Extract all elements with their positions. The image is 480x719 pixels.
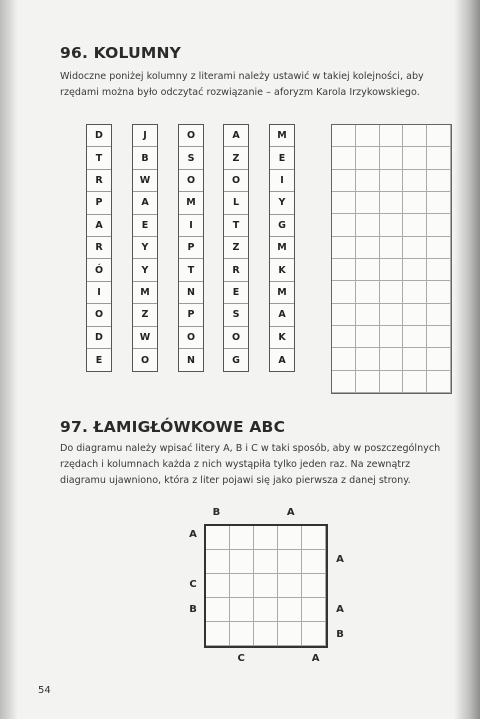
letter-cell: D	[87, 327, 111, 349]
answer-cell[interactable]	[356, 170, 380, 192]
puzzle-96-title: 96. KOLUMNY	[60, 44, 182, 62]
letter-cell: K	[270, 327, 294, 349]
abc-cell[interactable]	[206, 574, 230, 598]
puzzle-96-desc-line2: rzędami można było odczytać rozwiązanie – aforyzm Karola Irzykowskiego.	[60, 87, 420, 98]
answer-cell[interactable]	[356, 326, 380, 348]
letter-cell: O	[179, 170, 203, 192]
letter-cell: Z	[224, 147, 248, 169]
letter-cell: E	[95, 354, 103, 366]
answer-cell[interactable]	[380, 170, 404, 192]
letter-cell: S	[179, 147, 203, 169]
letter-cell: N	[179, 282, 203, 304]
abc-cell[interactable]	[230, 550, 254, 574]
abc-cell[interactable]	[230, 622, 254, 646]
abc-cell[interactable]	[254, 574, 278, 598]
letter-cell: Y	[133, 259, 157, 281]
abc-cell[interactable]	[278, 598, 302, 622]
answer-cell[interactable]	[356, 348, 380, 370]
letter-cell: O	[179, 125, 203, 147]
answer-cell[interactable]	[332, 281, 356, 303]
answer-cell[interactable]	[332, 259, 356, 281]
clue-right: A	[336, 554, 344, 566]
answer-cell[interactable]	[332, 170, 356, 192]
answer-cell[interactable]	[427, 214, 451, 236]
letter-cell: A	[224, 125, 248, 147]
letter-column-1[interactable]	[86, 124, 112, 372]
abc-cell[interactable]	[302, 622, 326, 646]
letter-cell: W	[133, 170, 157, 192]
clue-left: A	[189, 529, 197, 541]
answer-cell[interactable]	[332, 304, 356, 326]
letter-cell: O	[224, 327, 248, 349]
letter-column-4[interactable]	[223, 124, 249, 372]
answer-cell[interactable]	[332, 125, 356, 147]
letter-cell: O	[224, 170, 248, 192]
letter-cell: R	[87, 170, 111, 192]
page-number: 54	[38, 685, 51, 696]
abc-cell[interactable]	[206, 598, 230, 622]
letter-cell: R	[87, 237, 111, 259]
answer-cell[interactable]	[380, 326, 404, 348]
letter-cell: K	[270, 259, 294, 281]
answer-cell[interactable]	[427, 192, 451, 214]
letter-cell: W	[133, 327, 157, 349]
abc-cell[interactable]	[254, 622, 278, 646]
puzzle-96-desc-line1: Widoczne poniżej kolumny z literami należy ustawić w takiej kolejności, aby	[60, 71, 424, 82]
letter-cell: E	[224, 282, 248, 304]
puzzle-97-title: 97. ŁAMIGŁÓWKOWE ABC	[60, 418, 286, 436]
clue-right: B	[336, 628, 344, 640]
letter-cell: P	[179, 304, 203, 326]
letter-cell: G	[270, 215, 294, 237]
abc-cell[interactable]	[230, 598, 254, 622]
letter-cell: R	[224, 259, 248, 281]
answer-cell[interactable]	[356, 304, 380, 326]
answer-cell[interactable]	[356, 237, 380, 259]
letter-cell: A	[87, 215, 111, 237]
answer-cell[interactable]	[427, 170, 451, 192]
letter-cell: Z	[224, 237, 248, 259]
answer-cell[interactable]	[403, 147, 427, 169]
clue-left: B	[189, 603, 197, 615]
letter-cell: T	[224, 215, 248, 237]
clue-bottom: C	[237, 653, 245, 664]
letter-cell: N	[187, 354, 195, 366]
letter-cell: Y	[270, 192, 294, 214]
letter-cell: Z	[133, 304, 157, 326]
answer-cell[interactable]	[403, 304, 427, 326]
abc-cell[interactable]	[206, 550, 230, 574]
answer-cell[interactable]	[403, 125, 427, 147]
clue-right: A	[336, 603, 344, 615]
abc-cell[interactable]	[278, 622, 302, 646]
letter-cell: S	[224, 304, 248, 326]
answer-cell[interactable]	[356, 259, 380, 281]
letter-cell: P	[87, 192, 111, 214]
answer-cell[interactable]	[356, 125, 380, 147]
answer-cell[interactable]	[403, 237, 427, 259]
answer-cell[interactable]	[403, 170, 427, 192]
answer-cell[interactable]	[332, 214, 356, 236]
clue-bottom: A	[311, 653, 320, 664]
answer-cell[interactable]	[427, 348, 451, 370]
letter-cell: I	[270, 170, 294, 192]
answer-cell[interactable]	[380, 147, 404, 169]
answer-cell[interactable]	[427, 259, 451, 281]
abc-cell[interactable]	[278, 550, 302, 574]
abc-cell[interactable]	[254, 526, 278, 550]
answer-cell[interactable]	[332, 348, 356, 370]
letter-column-3[interactable]	[178, 124, 204, 372]
answer-cell[interactable]	[427, 281, 451, 303]
answer-cell[interactable]	[380, 348, 404, 370]
clue-top: A	[286, 507, 295, 518]
answer-cell[interactable]	[332, 326, 356, 348]
letter-cell: T	[87, 147, 111, 169]
answer-cell[interactable]	[332, 371, 356, 393]
answer-cell[interactable]	[380, 281, 404, 303]
puzzle-97-desc-line1: Do diagramu należy wpisać litery A, B i C w taki sposób, aby w poszczególnych	[60, 443, 441, 454]
abc-cell[interactable]	[230, 574, 254, 598]
letter-cell: A	[133, 192, 157, 214]
answer-cell[interactable]	[356, 214, 380, 236]
answer-cell[interactable]	[332, 147, 356, 169]
answer-cell[interactable]	[427, 304, 451, 326]
answer-cell[interactable]	[356, 192, 380, 214]
letter-cell: Y	[133, 237, 157, 259]
answer-cell[interactable]	[332, 237, 356, 259]
answer-cell[interactable]	[380, 259, 404, 281]
answer-cell[interactable]	[403, 371, 427, 393]
page-binding-shadow-right	[454, 0, 480, 719]
letter-cell: I	[87, 282, 111, 304]
answer-cell[interactable]	[356, 371, 380, 393]
answer-cell[interactable]	[380, 237, 404, 259]
abc-cell[interactable]	[206, 526, 230, 550]
abc-diagram[interactable]	[204, 524, 328, 648]
letter-cell: M	[270, 282, 294, 304]
letter-cell: D	[87, 125, 111, 147]
letter-cell: O	[87, 304, 111, 326]
answer-cell[interactable]	[403, 192, 427, 214]
clue-left: C	[189, 579, 197, 590]
abc-cell[interactable]	[302, 598, 326, 622]
puzzle-97-desc-line2: rzędach i kolumnach każda z nich wystąpiła tylko jeden raz. Na zewnątrz	[60, 459, 411, 470]
letter-column-5[interactable]	[269, 124, 295, 372]
letter-cell: P	[179, 237, 203, 259]
abc-cell[interactable]	[254, 550, 278, 574]
answer-cell[interactable]	[403, 348, 427, 370]
answer-cell[interactable]	[380, 371, 404, 393]
answer-cell[interactable]	[427, 326, 451, 348]
answer-grid[interactable]	[331, 124, 452, 394]
answer-cell[interactable]	[427, 147, 451, 169]
letter-cell: M	[270, 125, 294, 147]
letter-cell: M	[133, 282, 157, 304]
letter-cell: I	[179, 215, 203, 237]
answer-cell[interactable]	[427, 237, 451, 259]
answer-cell[interactable]	[427, 125, 451, 147]
letter-cell: M	[179, 192, 203, 214]
letter-cell: E	[270, 147, 294, 169]
abc-cell[interactable]	[302, 526, 326, 550]
abc-cell[interactable]	[206, 622, 230, 646]
abc-cell[interactable]	[230, 526, 254, 550]
letter-cell: M	[270, 237, 294, 259]
answer-cell[interactable]	[427, 371, 451, 393]
letter-cell: Ó	[87, 259, 111, 281]
letter-cell: O	[179, 327, 203, 349]
letter-cell: A	[278, 354, 286, 366]
answer-cell[interactable]	[332, 192, 356, 214]
answer-cell[interactable]	[403, 281, 427, 303]
abc-cell[interactable]	[302, 574, 326, 598]
letter-cell: T	[179, 259, 203, 281]
answer-cell[interactable]	[380, 214, 404, 236]
page-binding-shadow-left	[0, 0, 18, 719]
answer-cell[interactable]	[403, 214, 427, 236]
answer-cell[interactable]	[356, 281, 380, 303]
answer-cell[interactable]	[380, 304, 404, 326]
letter-cell: B	[133, 147, 157, 169]
letter-column-2[interactable]	[132, 124, 158, 372]
answer-cell[interactable]	[356, 147, 380, 169]
letter-cell: G	[232, 354, 240, 366]
letter-cell: J	[133, 125, 157, 147]
answer-cell[interactable]	[403, 259, 427, 281]
letter-cell: E	[133, 215, 157, 237]
clue-top: B	[212, 507, 221, 518]
abc-cell[interactable]	[302, 550, 326, 574]
abc-cell[interactable]	[254, 598, 278, 622]
answer-cell[interactable]	[380, 125, 404, 147]
answer-cell[interactable]	[380, 192, 404, 214]
letter-cell: A	[270, 304, 294, 326]
abc-cell[interactable]	[278, 574, 302, 598]
letter-cell: O	[140, 354, 150, 366]
puzzle-97-desc-line3: diagramu ujawniono, która z liter pojawi się jako pierwsza z danej strony.	[60, 475, 411, 486]
answer-cell[interactable]	[403, 326, 427, 348]
abc-cell[interactable]	[278, 526, 302, 550]
letter-cell: L	[224, 192, 248, 214]
